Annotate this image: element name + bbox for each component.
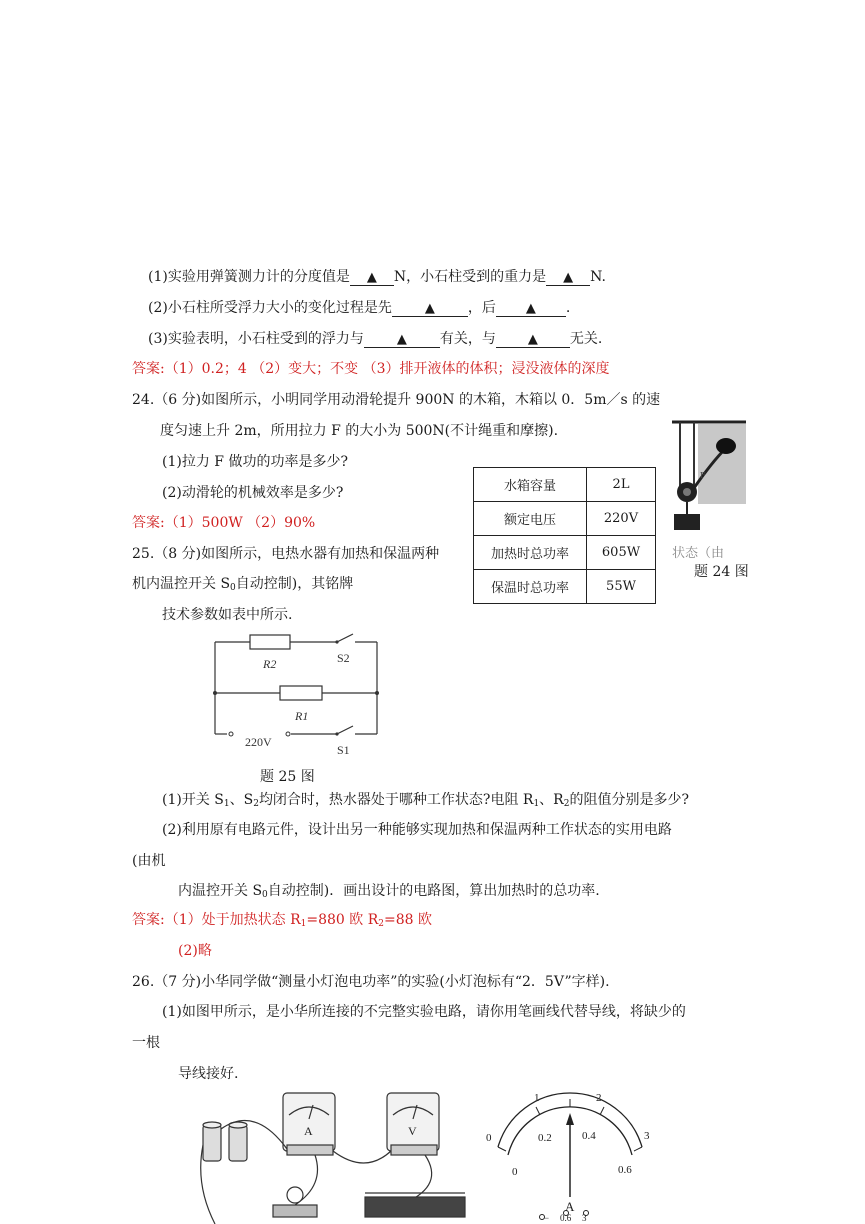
- subscript: 2: [563, 799, 570, 809]
- q25-answer1-text-b: =880 欧 R: [306, 912, 379, 928]
- dial-inner-tick: 0.6: [618, 1164, 632, 1176]
- q25-stem2-text-b: 自动控制)，其铭牌: [235, 576, 354, 592]
- table-row: [474, 570, 656, 604]
- q23-line3: [148, 330, 602, 348]
- figure-25-caption: 题 25 图: [260, 769, 315, 785]
- q23-line1: [148, 268, 606, 286]
- q23-line3-text-a: (3)实验表明，小石柱受到的浮力与: [148, 331, 364, 347]
- dial-outer-tick: 2: [596, 1092, 602, 1104]
- q26-sub1-line2: 一根: [132, 1035, 160, 1051]
- subscript: 2: [253, 799, 259, 809]
- r2-label: R2: [263, 657, 277, 671]
- table-cell-key: 保温时总功率: [474, 570, 587, 604]
- answer-blank: ▲: [364, 333, 440, 348]
- dial-unit: A: [565, 1199, 575, 1214]
- answer-blank: ▲: [392, 302, 468, 317]
- table-cell-key: 额定电压: [474, 502, 587, 536]
- answer-blank: ▲: [350, 271, 394, 286]
- spec-table: [473, 467, 656, 604]
- experiment-apparatus: [195, 1085, 475, 1224]
- q25-sub2-line3: [178, 882, 600, 904]
- answer-blank: ▲: [546, 271, 590, 286]
- pulley-figure: [668, 418, 750, 540]
- q25-answer2: (2)略: [178, 943, 212, 959]
- q24-answer: 答案:（1）500W （2）90%: [132, 515, 316, 531]
- dial-terminal: 0.6: [560, 1213, 572, 1223]
- q23-line1-text-c: N.: [590, 269, 606, 285]
- r1-label: R1: [295, 709, 309, 723]
- q25-sub1: [162, 791, 689, 813]
- circuit-diagram: [205, 630, 390, 762]
- q23-line1-text-a: (1)实验用弹簧测力计的分度值是: [148, 269, 350, 285]
- q25-sub2-line2: (由机: [132, 853, 166, 869]
- q25-answer1: [132, 911, 432, 933]
- table-row: [474, 536, 656, 570]
- q25-sub2-line1: (2)利用原有电路元件，设计出另一种能够实现加热和保温两种工作状态的实用电路: [162, 822, 672, 838]
- table-cell-key: 水箱容量: [474, 468, 587, 502]
- q25-sub1-text-b: 、S: [229, 792, 254, 808]
- q23-answer: 答案:（1）0.2；4 （2）变大；不变 （3）排开液体的体积；浸没液体的深度: [132, 361, 610, 377]
- supply-label: 220V: [245, 735, 272, 749]
- q24-sub1: (1)拉力 F 做功的功率是多少?: [162, 454, 348, 470]
- q25-sub1-text-c: 均闭合时，热水器处于哪种工作状态?电阻 R: [258, 792, 534, 808]
- q23-line2-text-b: ，后: [467, 300, 496, 316]
- q23-line2-text-c: .: [565, 300, 571, 316]
- q23-line1-text-b: N，小石柱受到的重力是: [393, 269, 547, 285]
- subscript: 2: [378, 919, 384, 929]
- table-row: [474, 468, 656, 502]
- s2-label: S2: [337, 651, 350, 665]
- dial-outer-tick: 1: [534, 1092, 540, 1104]
- dial-terminal: 3: [582, 1213, 587, 1223]
- q25-stem-line1: 25.（8 分)如图所示，电热水器有加热和保温两种: [132, 546, 440, 562]
- table-row: [474, 502, 656, 536]
- q25-answer1-text-a: 答案:（1）处于加热状态 R: [132, 912, 301, 928]
- answer-blank: ▲: [496, 302, 566, 317]
- table-cell-value: 2L: [587, 468, 656, 502]
- q26-sub1-line1: (1)如图甲所示，是小华所连接的不完整实验电路，请你用笔画线代替导线，将缺少的: [162, 1004, 686, 1020]
- q26-sub1-line3: 导线接好.: [178, 1066, 239, 1082]
- q25-answer1-text-c: =88 欧: [384, 912, 432, 928]
- dial-inner-tick: 0: [512, 1166, 518, 1178]
- q26-stem: 26.（7 分)小华同学做“测量小灯泡电功率”的实验(小灯泡标有“2．5V”字样).: [132, 974, 610, 990]
- subscript: 1: [223, 799, 230, 809]
- figure-24-caption: 题 24 图: [694, 564, 749, 580]
- q24-sub2: (2)动滑轮的机械效率是多少?: [162, 485, 344, 501]
- q23-line3-text-c: 无关.: [569, 331, 603, 347]
- q24-stem-line2: 度匀速上升 2m，所用拉力 F 的大小为 500N(不计绳重和摩擦).: [160, 423, 559, 439]
- q23-line3-text-b: 有关，与: [439, 331, 496, 347]
- q23-line2-text-a: (2)小石柱所受浮力大小的变化过程是先: [148, 300, 392, 316]
- table-cell-key: 加热时总功率: [474, 536, 587, 570]
- q23-line2: [148, 299, 570, 317]
- dial-inner-tick: 0.2: [538, 1132, 552, 1144]
- subscript: 0: [230, 583, 236, 593]
- subscript: 1: [533, 799, 540, 809]
- ammeter-label: A: [304, 1124, 313, 1138]
- q25-stem-line3: 技术参数如表中所示.: [162, 607, 293, 623]
- q25-sub1-text-a: (1)开关 S: [162, 792, 224, 808]
- s1-label: S1: [337, 743, 350, 757]
- dial-inner-tick: 0.4: [582, 1130, 596, 1142]
- dial-terminal: −: [544, 1213, 550, 1223]
- table-cell-value: 55W: [587, 570, 656, 604]
- q24-stem-line1: 24.（6 分)如图所示，小明同学用动滑轮提升 900N 的木箱，木箱以 0．5m／s 的速: [132, 392, 661, 408]
- dial-outer-tick: 3: [644, 1130, 650, 1142]
- q25-stem2-text-a: 机内温控开关 S: [132, 576, 231, 592]
- table-cell-value: 605W: [587, 536, 656, 570]
- q25-sub2-line3-text-b: 自动控制)．画出设计的电路图，算出加热时的总功率.: [267, 883, 600, 899]
- force-label: F: [700, 471, 706, 480]
- q25-stem-line2: [132, 575, 353, 597]
- q25-sub2-line3-text-a: 内温控开关 S: [178, 883, 263, 899]
- dial-outer-tick: 0: [486, 1132, 492, 1144]
- voltmeter-label: V: [408, 1124, 417, 1138]
- table-cell-value: 220V: [587, 502, 656, 536]
- q25-sub1-text-e: 的阻值分别是多少?: [569, 792, 689, 808]
- overlap-text: 状态（由: [672, 546, 725, 561]
- q25-sub1-text-d: 、R: [539, 792, 564, 808]
- subscript: 0: [262, 890, 268, 900]
- answer-blank: ▲: [496, 333, 570, 348]
- subscript: 1: [300, 919, 307, 929]
- ammeter-dial: [478, 1085, 658, 1224]
